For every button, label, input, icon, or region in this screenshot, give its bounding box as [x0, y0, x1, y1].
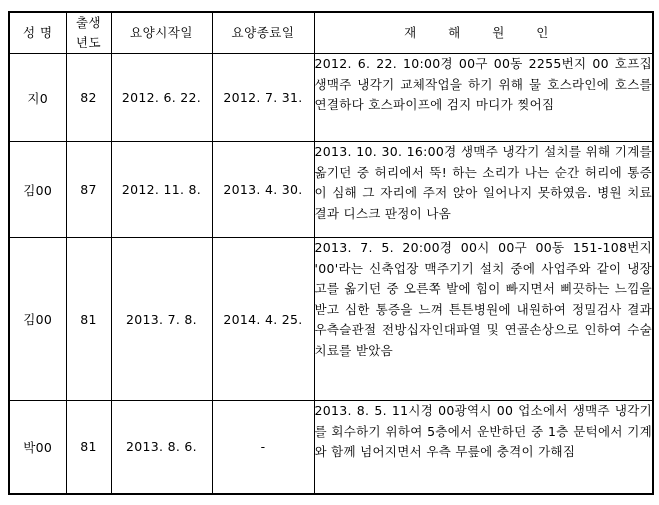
cell-start-date: 2013. 8. 6.: [111, 401, 212, 494]
cell-start-date: 2013. 7. 8.: [111, 238, 212, 401]
cell-start-date: 2012. 6. 22.: [111, 54, 212, 142]
cell-birth-year: 82: [66, 54, 111, 142]
header-start-date: 요양시작일: [111, 12, 212, 54]
injury-table: [8, 11, 654, 495]
cell-name: 김00: [9, 142, 66, 238]
cell-end-date: -: [212, 401, 314, 494]
header-cause: 재 해 원 인: [314, 12, 653, 54]
cell-cause: 2012. 6. 22. 10:00경 00구 00동 2255번지 00 호프집 생맥주 냉각기 교체작업을 하기 위해 물 호스라인에 호스를 연결하다 호스파이프에 검지 마디가 찢어짐: [314, 54, 653, 142]
table-row: [9, 142, 653, 238]
header-row: [9, 12, 653, 54]
table-row: [9, 54, 653, 142]
header-end-date: 요양종료일: [212, 12, 314, 54]
header-name: 성 명: [9, 12, 66, 54]
cell-end-date: 2013. 4. 30.: [212, 142, 314, 238]
cell-name: 지0: [9, 54, 66, 142]
cell-name: 김00: [9, 238, 66, 401]
cell-cause: 2013. 7. 5. 20:00경 00시 00구 00동 151-108번지 '00'라는 신축업장 맥주기기 설치 중에 사업주와 같이 냉장고를 옮기던 중 오른쪽 발에 힘이 빠지면서 삐끗하는 느낌을 받고 심한 통증을 느껴 튼튼병원에 내원하여 정밀검사 결과 우측슬관절 전방십자인대파열 및 연골손상으로 인하여 수술치료를 받았음: [314, 238, 653, 401]
cell-end-date: 2012. 7. 31.: [212, 54, 314, 142]
header-birth-year: 출생 년도: [66, 12, 111, 54]
cell-cause: 2013. 8. 5. 11시경 00광역시 00 업소에서 생맥주 냉각기를 회수하기 위하여 5층에서 운반하던 중 1층 문턱에서 기계와 함께 넘어지면서 우측 무릎에 충격이 가해짐: [314, 401, 653, 494]
cell-start-date: 2012. 11. 8.: [111, 142, 212, 238]
cell-birth-year: 87: [66, 142, 111, 238]
cell-end-date: 2014. 4. 25.: [212, 238, 314, 401]
cell-name: 박00: [9, 401, 66, 494]
cell-birth-year: 81: [66, 238, 111, 401]
table-row: [9, 238, 653, 401]
cell-birth-year: 81: [66, 401, 111, 494]
cell-cause: 2013. 10. 30. 16:00경 생맥주 냉각기 설치를 위해 기계를 옮기던 중 허리에서 뚝! 하는 소리가 나는 순간 허리에 통증이 심해 그 자리에 주저 앉아 일어나지 못하였음. 병원 치료결과 디스크 판정이 나옴: [314, 142, 653, 238]
table-row: [9, 401, 653, 494]
